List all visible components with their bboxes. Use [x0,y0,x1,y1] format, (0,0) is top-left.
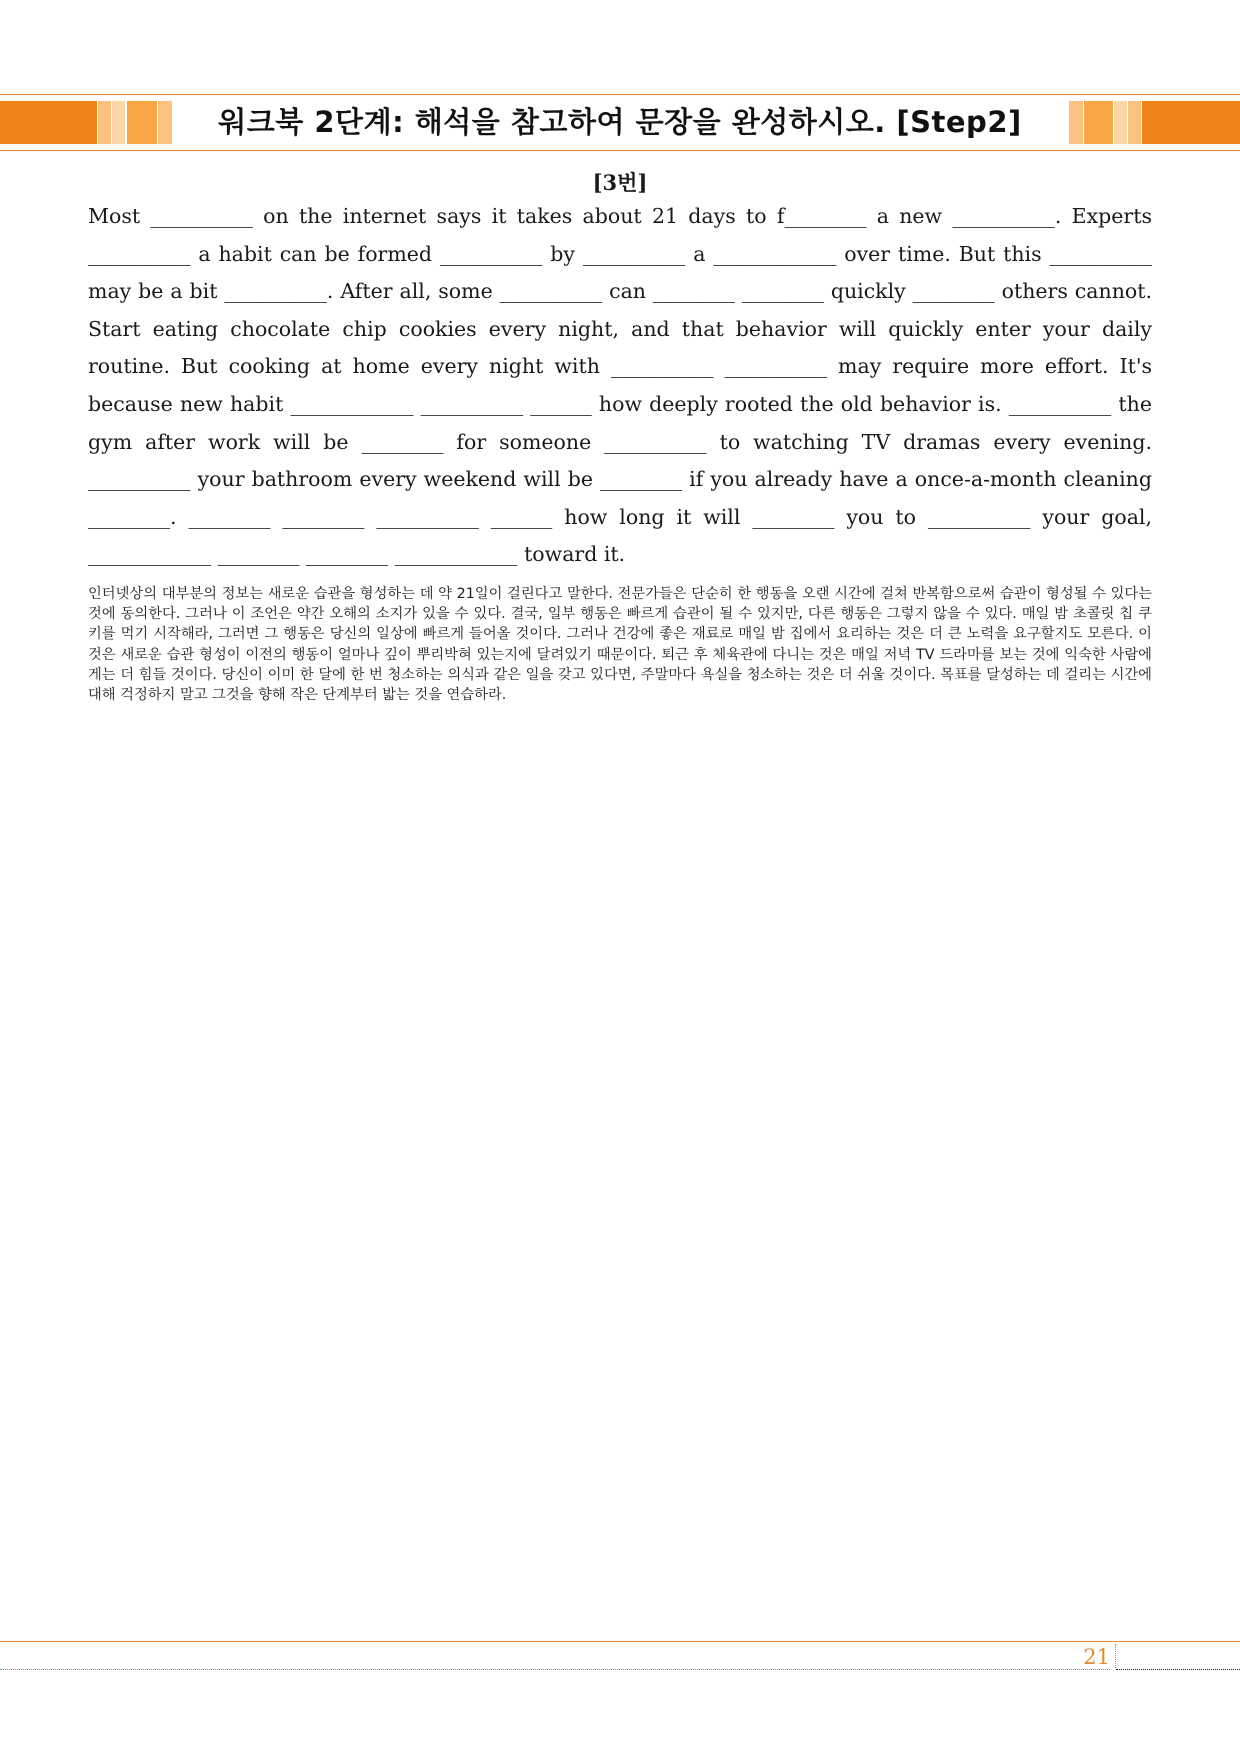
footer-dotted-line-dark [1116,1669,1240,1670]
korean-translation: 인터넷상의 대부분의 정보는 새로운 습관을 형성하는 데 약 21일이 걸린다고 말한다. 전문가들은 단순히 한 행동을 오랜 시간에 걸쳐 반복함으로써 습관이 형성될 수 있다는 것에 동의한다. 그러나 이 조언은 약간 오해의 소지가 있을 수 있다. 결국, 일부 행동은 빠르게 습관이 될 수 있지만, 다른 행동은 그렇지 않을 수 있다. 매일 밤 초콜릿 칩 쿠키를 먹기 시작해라, 그러면 그 행동은 당신의 일상에 빠르게 들어올 것이다. 그러나 건강에 좋은 재료로 매일 밤 집에서 요리하는 것은 더 큰 노력을 요구할지도 모른다. 이것은 새로운 습관 형성이 이전의 행동이 얼마나 깊이 뿌리박혀 있는지에 달려있기 때문이다. 퇴근 후 체육관에 다니는 것은 매일 저녁 TV 드라마를 보는 것에 익숙한 사람에게는 더 힘들 것이다. 당신이 이미 한 달에 한 번 청소하는 의식과 같은 일을 갖고 있다면, 주말마다 욕실을 청소하는 것은 더 쉬울 것이다. 목표를 달성하는 데 걸리는 시간에 대해 걱정하지 말고 그것을 향해 작은 단계부터 밟는 것을 연습하라. [88,585,1153,703]
question-number: [3번] [592,170,648,195]
header-rule-bottom [0,150,1240,151]
page-number: 21 [1083,1645,1110,1669]
footer-divider [1115,1644,1116,1668]
footer-dotted-line [0,1669,1110,1670]
footer-rule [0,1641,1240,1642]
header-rule-top [0,94,1240,95]
exercise-content [88,168,1152,705]
page-title: 워크북 2단계: 해석을 참고하여 문장을 완성하시오. [Step2] [218,105,1022,139]
fill-in-passage: Most __________ on the internet says it takes about 21 days to f________ a new __________. Experts __________ a habit can be formed __________ by __________ a ____________ over time. But this __________ may be a bit __________. After all, some __________ can ________ ________ quickly ________ others cannot. Start eating chocolate chip cookies every night, and that behavior will quickly enter your daily routine. But cooking at home every night with __________ __________ may require more effort. It's because new habit ____________ __________ ______ how deeply rooted the old behavior is. __________ the gym after work will be ________ for someone __________ to watching TV dramas every evening. __________ your bathroom every weekend will be ________ if you already have a once-a-month cleaning ________. ________ ________ __________ ______ how long it will ________ you to __________ your goal, ____________ ________ ________ ____________ toward it. [88,204,1152,567]
